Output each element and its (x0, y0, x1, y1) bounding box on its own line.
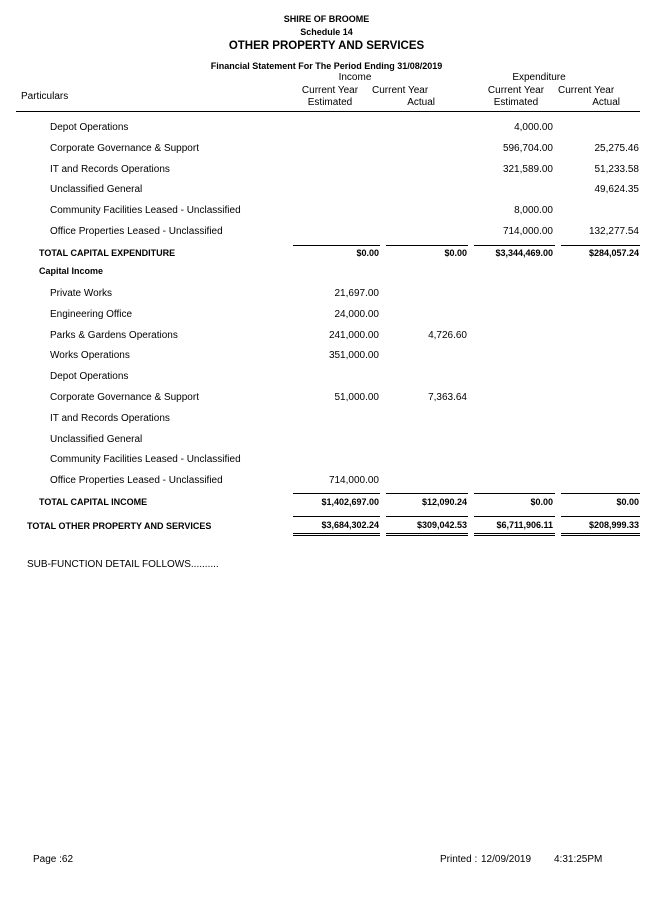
total-other-exp-act: $208,999.33 (588, 520, 639, 530)
row-label: Depot Operations (50, 122, 129, 133)
row-label: Depot Operations (50, 371, 129, 383)
expenditure-estimated-value: 4,000.00 (514, 122, 553, 133)
total-inc-exp-act: $0.00 (616, 497, 639, 507)
row-label: Community Facilities Leased - Unclassified (50, 454, 241, 466)
org-name: SHIRE OF BROOME (283, 14, 370, 24)
double-rule (293, 533, 380, 536)
row-label: IT and Records Operations (50, 163, 170, 175)
row-label: Office Properties Leased - Unclassified (50, 226, 223, 237)
row-label: Works Operations (50, 350, 130, 362)
row-label: Unclassified General (50, 184, 143, 196)
total-capital-expenditure-label: TOTAL CAPITAL EXPENDITURE (39, 248, 176, 258)
rule (561, 493, 640, 494)
rule (474, 493, 555, 494)
page-subtitle: Financial Statement For The Period Ending 31/08/2019 (210, 61, 443, 71)
double-rule (474, 533, 555, 536)
expenditure-header: Expenditure (512, 72, 566, 83)
expenditure-estimated-value: 596,704.00 (502, 142, 553, 154)
expenditure-actual-value: 25,275.46 (594, 142, 639, 154)
expenditure-actual-value: 49,624.35 (594, 184, 639, 196)
expenditure-estimated-value: 8,000.00 (514, 205, 553, 217)
total-inc-inc-act: $12,090.24 (421, 497, 467, 507)
col-exp-estimated-header: Current Year Estimated (487, 85, 545, 108)
capital-income-heading: Capital Income (39, 266, 104, 276)
income-estimated-value: 24,000.00 (334, 308, 379, 320)
income-estimated-value: 51,000.00 (334, 392, 379, 403)
rule (561, 516, 640, 517)
col-income-estimated-header: Current Year Estimated (301, 85, 359, 108)
row-label: Unclassified General (50, 433, 143, 445)
total-inc-exp-est: $0.00 (530, 497, 553, 507)
schedule-number: Schedule 14 (300, 27, 353, 37)
rule (386, 516, 468, 517)
double-rule (386, 533, 468, 536)
income-header: Income (338, 72, 372, 83)
total-other-label: TOTAL OTHER PROPERTY AND SERVICES (27, 521, 212, 531)
total-exp-inc-est: $0.00 (356, 248, 379, 258)
row-label: Corporate Governance & Support (50, 142, 199, 154)
rule (293, 516, 380, 517)
total-exp-exp-est: $3,344,469.00 (495, 248, 553, 258)
row-label: Corporate Governance & Support (50, 392, 199, 403)
expenditure-estimated-value: 321,589.00 (502, 163, 553, 175)
expenditure-actual-value: 51,233.58 (594, 163, 639, 175)
subfunction-note: SUB-FUNCTION DETAIL FOLLOWS.......... (27, 559, 219, 570)
printed-date: 12/09/2019 (481, 854, 532, 865)
rule (293, 245, 380, 246)
rule (386, 493, 468, 494)
income-estimated-value: 714,000.00 (328, 475, 379, 487)
rule (386, 245, 468, 246)
col-exp-actual-header: Current Year Actual (558, 85, 620, 108)
double-rule (561, 533, 640, 536)
particulars-header: Particulars (21, 91, 69, 102)
rule (293, 493, 380, 494)
printed-label: Printed : (440, 854, 478, 865)
row-label: IT and Records Operations (50, 412, 170, 424)
col-income-actual-header: Current Year Actual (372, 85, 435, 108)
total-other-exp-est: $6,711,906.11 (496, 520, 553, 530)
printed-time: 4:31:25PM (554, 854, 603, 865)
total-capital-income-label: TOTAL CAPITAL INCOME (39, 497, 148, 507)
header-rule (16, 111, 640, 112)
row-label: Engineering Office (50, 308, 133, 320)
row-label: Private Works (50, 288, 113, 299)
total-exp-exp-act: $284,057.24 (588, 248, 639, 258)
expenditure-actual-value: 132,277.54 (588, 226, 639, 237)
income-estimated-value: 241,000.00 (328, 329, 379, 341)
page-title: OTHER PROPERTY AND SERVICES (228, 40, 425, 52)
income-estimated-value: 21,697.00 (334, 288, 379, 299)
rule (561, 245, 640, 246)
total-other-inc-est: $3,684,302.24 (321, 520, 379, 530)
income-actual-value: 4,726.60 (428, 329, 467, 341)
total-other-inc-act: $309,042.53 (416, 520, 467, 530)
total-inc-inc-est: $1,402,697.00 (321, 497, 379, 507)
expenditure-estimated-value: 714,000.00 (502, 226, 553, 237)
page-number: Page :62 (33, 854, 74, 865)
income-estimated-value: 351,000.00 (328, 350, 379, 362)
total-exp-inc-act: $0.00 (444, 248, 467, 258)
rule (474, 245, 555, 246)
row-label: Community Facilities Leased - Unclassified (50, 205, 241, 217)
row-label: Office Properties Leased - Unclassified (50, 475, 223, 487)
income-actual-value: 7,363.64 (428, 392, 467, 403)
rule (474, 516, 555, 517)
row-label: Parks & Gardens Operations (50, 329, 178, 341)
